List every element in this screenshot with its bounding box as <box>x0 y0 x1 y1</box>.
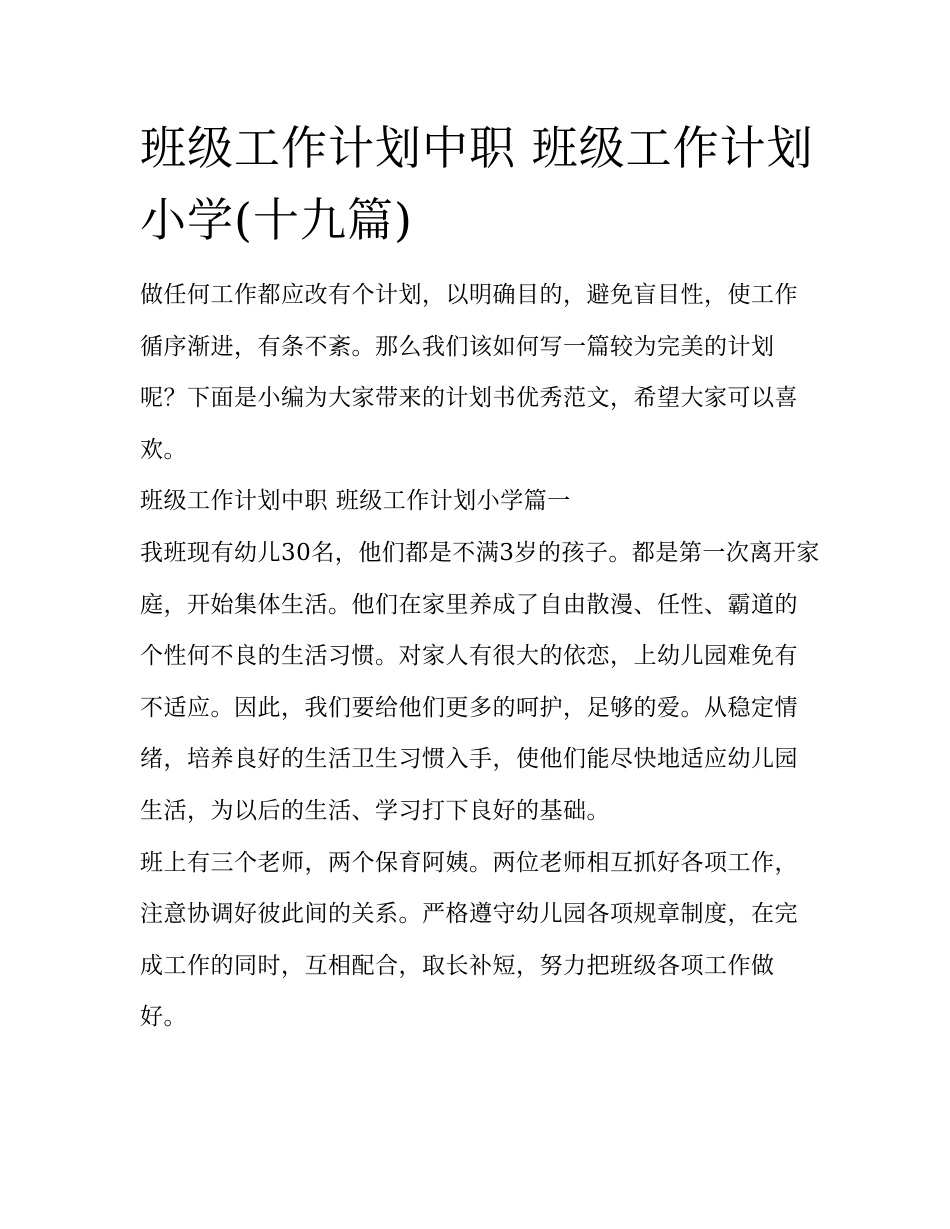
body-paragraph: 班上有三个老师，两个保育阿姨。两位老师相互抓好各项工作，注意协调好彼此间的关系。严格遵守幼儿园各项规章制度，在完成工作的同时，互相配合，取长补短，努力把班级各项工作做好。 <box>140 849 798 1031</box>
document-body <box>140 112 820 1044</box>
body-paragraph: 我班现有幼儿30名，他们都是不满3岁的孩子。都是第一次离开家庭，开始集体生活。他们在家里养成了自由散漫、任性、霸道的个性何不良的生活习惯。对家人有很大的依恋，上幼儿园难免有不适应。因此，我们要给他们更多的呵护，足够的爱。从稳定情绪，培养良好的生活卫生习惯入手，使他们能尽快地适应幼儿园生活，为以后的生活、学习打下良好的基础。 <box>140 539 820 824</box>
document-title: 班级工作计划中职 班级工作计划小学(十九篇) <box>140 121 814 247</box>
intro-paragraph: 做任何工作都应改有个计划，以明确目的，避免盲目性，使工作循序渐进，有条不紊。那么我们该如何写一篇较为完美的计划呢？下面是小编为大家带来的计划书优秀范文，希望大家可以喜欢。 <box>140 282 798 463</box>
section-heading: 班级工作计划中职 班级工作计划小学篇一 <box>140 488 571 515</box>
